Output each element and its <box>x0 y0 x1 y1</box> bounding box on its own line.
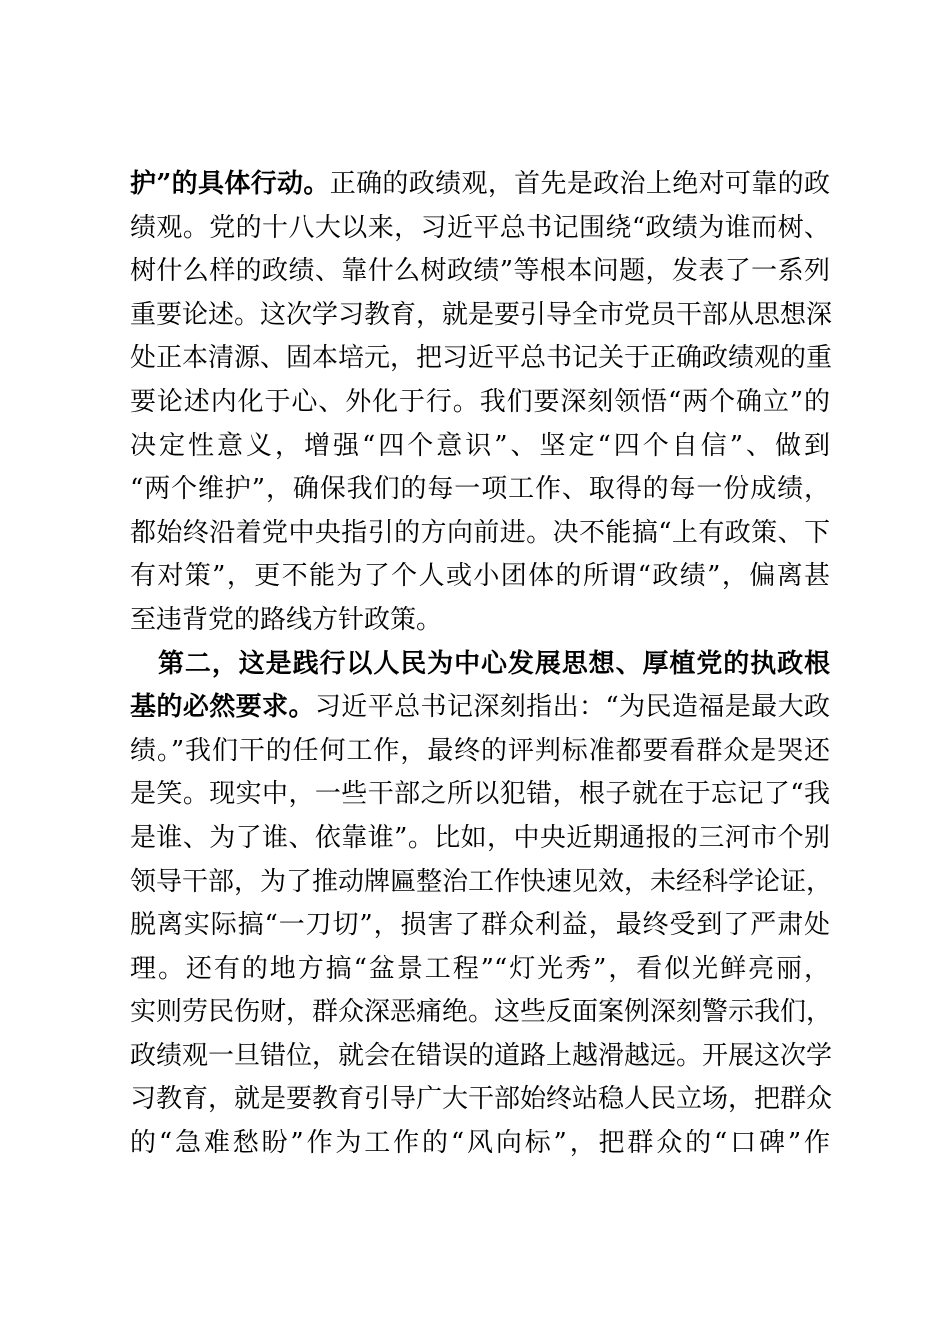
text-line: 实则劳民伤财，群众深恶痛绝。这些反面案例深刻警示我们， <box>130 997 833 1028</box>
text-line: 至违背党的路线方针政策。 <box>130 604 443 635</box>
text-line: 树什么样的政绩、靠什么树政绩”等根本问题，发表了一系列 <box>130 256 830 287</box>
text-line: 的“急难愁盼”作为工作的“风向标”，把群众的“口碑”作 <box>130 1128 830 1159</box>
text-line <box>130 163 830 207</box>
text-line: 是谁、为了谁、依靠谁”。比如，中央近期通报的三河市个别 <box>130 822 830 853</box>
paragraph-1 <box>130 163 833 643</box>
bold-text: 基的必然要求。 <box>130 692 315 723</box>
text: 习近平总书记深刻指出：“为民造福是最大政 <box>314 692 830 723</box>
text-line <box>130 686 830 730</box>
text-line: 领导干部，为了推动牌匾整治工作快速见效，未经科学论证， <box>130 866 833 897</box>
text-line: 有对策”，更不能为了个人或小团体的所谓“政绩”，偏离甚 <box>130 561 830 592</box>
document-page <box>130 163 833 1166</box>
text-line <box>130 643 830 687</box>
text-line: 理。还有的地方搞“盆景工程”“灯光秀”，看似光鲜亮丽， <box>130 953 830 984</box>
text-line: 脱离实际搞“一刀切”，损害了群众利益，最终受到了严肃处 <box>130 910 830 941</box>
bold-text: 第二，这是践行以人民为中心发展思想、厚植党的执政根 <box>158 648 830 679</box>
text-line: 重要论述。这次学习教育，就是要引导全市党员干部从思想深 <box>130 299 833 330</box>
text-line: 绩。”我们干的任何工作，最终的评判标准都要看群众是哭还 <box>130 735 830 766</box>
text-line: 要论述内化于心、外化于行。我们要深刻领悟“两个确立”的 <box>130 386 830 417</box>
text-line: 是笑。现实中，一些干部之所以犯错，根子就在于忘记了“我 <box>130 779 830 810</box>
text-line: 绩观。党的十八大以来，习近平总书记围绕“政绩为谁而树、 <box>130 212 830 243</box>
text-line: 处正本清源、固本培元，把习近平总书记关于正确政绩观的重 <box>130 343 833 374</box>
text-line: “两个维护”，确保我们的每一项工作、取得的每一份成绩， <box>130 474 830 505</box>
text: 正确的政绩观，首先是政治上绝对可靠的政 <box>329 169 830 199</box>
text-line: 决定性意义，增强“四个意识”、坚定“四个自信”、做到 <box>130 430 830 461</box>
paragraph-2 <box>130 643 833 1166</box>
text-line: 政绩观一旦错位，就会在错误的道路上越滑越远。开展这次学 <box>130 1040 833 1071</box>
bold-text: 护”的具体行动。 <box>130 169 330 199</box>
text-line: 习教育，就是要教育引导广大干部始终站稳人民立场，把群众 <box>130 1084 833 1115</box>
text-line: 都始终沿着党中央指引的方向前进。决不能搞“上有政策、下 <box>130 517 830 548</box>
